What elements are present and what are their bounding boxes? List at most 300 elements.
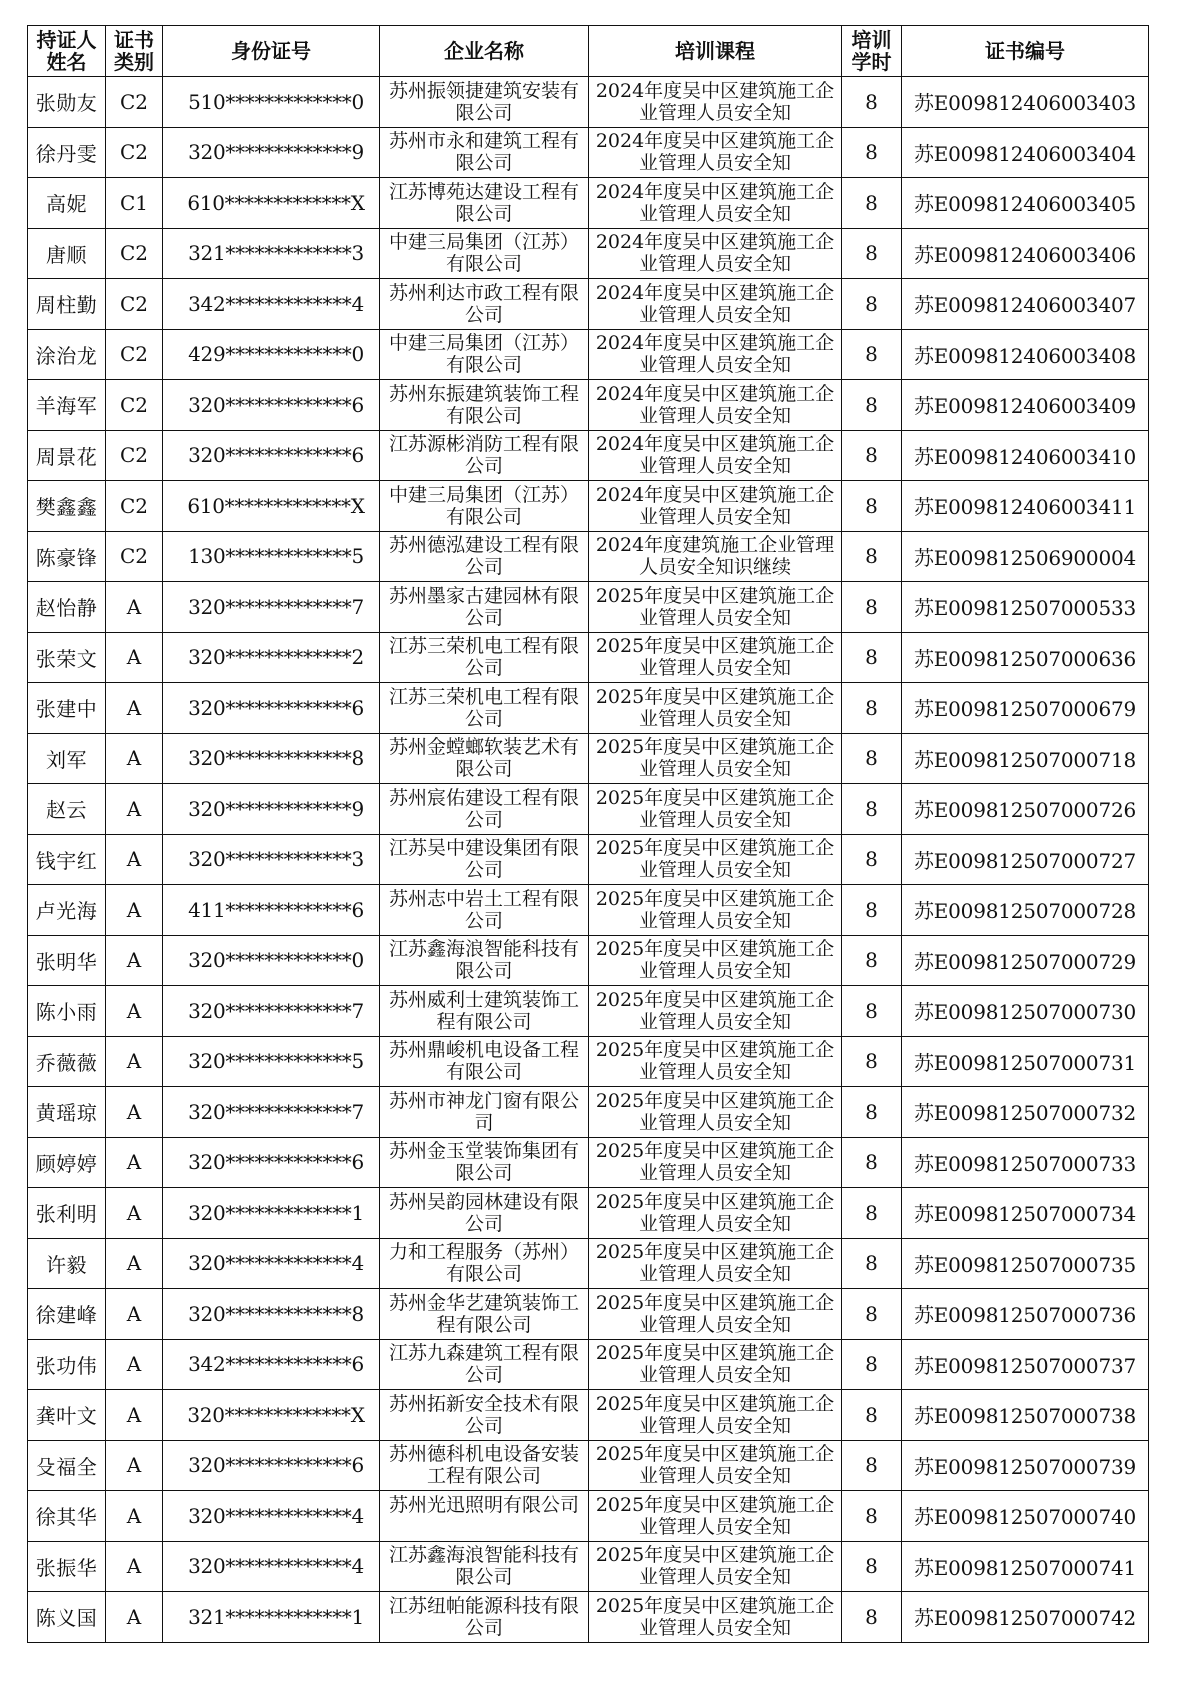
cell-cert-no: 苏E009812507000735 bbox=[902, 1238, 1149, 1289]
cell-company bbox=[380, 77, 589, 128]
cell-company-text: 江苏源彬消防工程有限公司 bbox=[388, 433, 579, 478]
cell-course bbox=[589, 178, 842, 229]
cell-company bbox=[380, 1188, 589, 1239]
cell-hours: 8 bbox=[842, 1339, 902, 1390]
table-row bbox=[28, 885, 1149, 936]
cell-company bbox=[380, 1137, 589, 1188]
cell-name: 涂治龙 bbox=[28, 329, 106, 380]
cell-company-text: 苏州志中岩土工程有限公司 bbox=[388, 887, 579, 932]
cell-hours: 8 bbox=[842, 1137, 902, 1188]
cell-category: A bbox=[106, 784, 163, 835]
cell-course bbox=[589, 1238, 842, 1289]
table-row bbox=[28, 178, 1149, 229]
cell-hours: 8 bbox=[842, 1390, 902, 1441]
cell-course bbox=[589, 834, 842, 885]
cell-hours: 8 bbox=[842, 531, 902, 582]
cell-hours: 8 bbox=[842, 481, 902, 532]
cell-course bbox=[589, 683, 842, 734]
cell-course-text: 2024年度吴中区建筑施工企业管理人员安全知 bbox=[595, 433, 835, 478]
cell-category: A bbox=[106, 683, 163, 734]
cell-id: 411*************6 bbox=[163, 885, 380, 936]
cell-hours: 8 bbox=[842, 1188, 902, 1239]
cell-hours: 8 bbox=[842, 834, 902, 885]
cell-company-text: 力和工程服务（苏州）有限公司 bbox=[388, 1241, 579, 1286]
cell-id: 321*************3 bbox=[163, 228, 380, 279]
header-category: 证书类别 bbox=[106, 26, 163, 77]
table-row bbox=[28, 481, 1149, 532]
cell-course bbox=[589, 329, 842, 380]
cell-course-text: 2024年度建筑施工企业管理人员安全知识继续 bbox=[595, 534, 835, 579]
cell-category: A bbox=[106, 1137, 163, 1188]
cell-name: 卢光海 bbox=[28, 885, 106, 936]
cell-category: A bbox=[106, 1036, 163, 1087]
cell-course-text: 2025年度吴中区建筑施工企业管理人员安全知 bbox=[595, 635, 835, 680]
cell-hours: 8 bbox=[842, 683, 902, 734]
cell-category: A bbox=[106, 1289, 163, 1340]
cell-cert-no: 苏E009812506900004 bbox=[902, 531, 1149, 582]
cell-course-text: 2025年度吴中区建筑施工企业管理人员安全知 bbox=[595, 938, 835, 983]
cell-company bbox=[380, 1238, 589, 1289]
cell-course bbox=[589, 77, 842, 128]
cell-id: 320*************2 bbox=[163, 632, 380, 683]
cell-cert-no: 苏E009812507000718 bbox=[902, 733, 1149, 784]
cell-cert-no: 苏E009812507000732 bbox=[902, 1087, 1149, 1138]
cell-course bbox=[589, 430, 842, 481]
cell-company bbox=[380, 531, 589, 582]
cell-company bbox=[380, 1440, 589, 1491]
cell-company bbox=[380, 430, 589, 481]
table-row bbox=[28, 77, 1149, 128]
cell-course-text: 2025年度吴中区建筑施工企业管理人员安全知 bbox=[595, 1342, 835, 1387]
cell-cert-no: 苏E009812406003405 bbox=[902, 178, 1149, 229]
cell-course bbox=[589, 1137, 842, 1188]
cell-name: 赵怡静 bbox=[28, 582, 106, 633]
cell-hours: 8 bbox=[842, 986, 902, 1037]
cell-company-text: 苏州利达市政工程有限公司 bbox=[388, 281, 579, 326]
cell-company-text: 江苏鑫海浪智能科技有限公司 bbox=[388, 938, 579, 983]
cell-id: 320*************8 bbox=[163, 1289, 380, 1340]
cell-company bbox=[380, 380, 589, 431]
cell-company bbox=[380, 1541, 589, 1592]
cell-company-text: 江苏三荣机电工程有限公司 bbox=[388, 635, 579, 680]
cell-cert-no: 苏E009812507000731 bbox=[902, 1036, 1149, 1087]
cell-name: 许毅 bbox=[28, 1238, 106, 1289]
table-row bbox=[28, 1238, 1149, 1289]
cell-course-text: 2024年度吴中区建筑施工企业管理人员安全知 bbox=[595, 180, 835, 225]
cell-company-text: 江苏鑫海浪智能科技有限公司 bbox=[388, 1544, 579, 1589]
cell-cert-no: 苏E009812406003407 bbox=[902, 279, 1149, 330]
cell-company bbox=[380, 329, 589, 380]
cell-course bbox=[589, 935, 842, 986]
cell-cert-no: 苏E009812507000740 bbox=[902, 1491, 1149, 1542]
cell-course bbox=[589, 279, 842, 330]
table-row bbox=[28, 1339, 1149, 1390]
cell-company-text: 江苏纽帕能源科技有限公司 bbox=[388, 1594, 579, 1639]
table-row bbox=[28, 1440, 1149, 1491]
cell-course-text: 2025年度吴中区建筑施工企业管理人员安全知 bbox=[595, 736, 835, 781]
table-row bbox=[28, 1289, 1149, 1340]
cell-name: 张利明 bbox=[28, 1188, 106, 1239]
cell-company-text: 苏州市永和建筑工程有限公司 bbox=[388, 130, 579, 175]
cell-course bbox=[589, 1289, 842, 1340]
cell-cert-no: 苏E009812507000742 bbox=[902, 1592, 1149, 1643]
cell-cert-no: 苏E009812507000727 bbox=[902, 834, 1149, 885]
cell-name: 钱宇红 bbox=[28, 834, 106, 885]
cell-id: 510*************0 bbox=[163, 77, 380, 128]
cell-name: 羊海军 bbox=[28, 380, 106, 431]
cell-course bbox=[589, 1592, 842, 1643]
cell-course bbox=[589, 632, 842, 683]
cell-name: 张建中 bbox=[28, 683, 106, 734]
cell-company bbox=[380, 935, 589, 986]
cell-cert-no: 苏E009812406003408 bbox=[902, 329, 1149, 380]
table-row bbox=[28, 279, 1149, 330]
table-row bbox=[28, 683, 1149, 734]
table-row bbox=[28, 834, 1149, 885]
cell-course bbox=[589, 1390, 842, 1441]
cell-name: 徐其华 bbox=[28, 1491, 106, 1542]
cell-name: 张明华 bbox=[28, 935, 106, 986]
cell-company-text: 苏州鼎峻机电设备工程有限公司 bbox=[388, 1039, 579, 1084]
cell-course-text: 2024年度吴中区建筑施工企业管理人员安全知 bbox=[595, 483, 835, 528]
cell-company bbox=[380, 582, 589, 633]
cell-category: A bbox=[106, 1339, 163, 1390]
cell-name: 龚叶文 bbox=[28, 1390, 106, 1441]
cell-hours: 8 bbox=[842, 1440, 902, 1491]
header-company: 企业名称 bbox=[380, 26, 589, 77]
cell-category: A bbox=[106, 1390, 163, 1441]
cell-id: 320*************4 bbox=[163, 1541, 380, 1592]
cell-course bbox=[589, 1188, 842, 1239]
cell-category: A bbox=[106, 1592, 163, 1643]
cell-hours: 8 bbox=[842, 1238, 902, 1289]
cell-cert-no: 苏E009812406003404 bbox=[902, 127, 1149, 178]
cell-cert-no: 苏E009812406003411 bbox=[902, 481, 1149, 532]
cell-id: 320*************6 bbox=[163, 1137, 380, 1188]
cell-cert-no: 苏E009812406003406 bbox=[902, 228, 1149, 279]
cell-category: A bbox=[106, 1238, 163, 1289]
cell-name: 殳福全 bbox=[28, 1440, 106, 1491]
cell-company-text: 苏州拓新安全技术有限公司 bbox=[388, 1392, 579, 1437]
cell-company-text: 中建三局集团（江苏）有限公司 bbox=[388, 231, 579, 276]
cell-course-text: 2024年度吴中区建筑施工企业管理人员安全知 bbox=[595, 382, 835, 427]
cell-hours: 8 bbox=[842, 935, 902, 986]
cell-company-text: 苏州振领捷建筑安装有限公司 bbox=[388, 79, 579, 124]
cell-cert-no: 苏E009812507000728 bbox=[902, 885, 1149, 936]
cell-company bbox=[380, 834, 589, 885]
cell-company-text: 苏州墨家古建园林有限公司 bbox=[388, 584, 579, 629]
cell-name: 顾婷婷 bbox=[28, 1137, 106, 1188]
table-row bbox=[28, 1592, 1149, 1643]
table-row bbox=[28, 784, 1149, 835]
cell-course bbox=[589, 1440, 842, 1491]
cell-category: C2 bbox=[106, 531, 163, 582]
cell-cert-no: 苏E009812406003403 bbox=[902, 77, 1149, 128]
cell-name: 张勋友 bbox=[28, 77, 106, 128]
cell-name: 张振华 bbox=[28, 1541, 106, 1592]
cell-category: A bbox=[106, 1087, 163, 1138]
cell-id: 320*************6 bbox=[163, 683, 380, 734]
cell-hours: 8 bbox=[842, 1541, 902, 1592]
cell-hours: 8 bbox=[842, 632, 902, 683]
cell-course-text: 2025年度吴中区建筑施工企业管理人员安全知 bbox=[595, 1140, 835, 1185]
cell-course-text: 2025年度吴中区建筑施工企业管理人员安全知 bbox=[595, 1544, 835, 1589]
cell-category: C2 bbox=[106, 228, 163, 279]
cell-category: A bbox=[106, 935, 163, 986]
cell-company bbox=[380, 1036, 589, 1087]
cell-id: 320*************9 bbox=[163, 784, 380, 835]
cell-course bbox=[589, 127, 842, 178]
cell-course-text: 2025年度吴中区建筑施工企业管理人员安全知 bbox=[595, 887, 835, 932]
table-row bbox=[28, 1541, 1149, 1592]
cell-company bbox=[380, 178, 589, 229]
table-row bbox=[28, 935, 1149, 986]
cell-company bbox=[380, 1289, 589, 1340]
cell-id: 342*************4 bbox=[163, 279, 380, 330]
cell-category: C2 bbox=[106, 481, 163, 532]
table-row bbox=[28, 380, 1149, 431]
cell-course bbox=[589, 228, 842, 279]
cell-category: A bbox=[106, 632, 163, 683]
cell-course-text: 2024年度吴中区建筑施工企业管理人员安全知 bbox=[595, 332, 835, 377]
cell-course bbox=[589, 885, 842, 936]
cell-cert-no: 苏E009812507000738 bbox=[902, 1390, 1149, 1441]
cell-id: 610*************X bbox=[163, 481, 380, 532]
table-row bbox=[28, 228, 1149, 279]
cell-course-text: 2025年度吴中区建筑施工企业管理人员安全知 bbox=[595, 1039, 835, 1084]
cell-category: A bbox=[106, 733, 163, 784]
cell-course-text: 2025年度吴中区建筑施工企业管理人员安全知 bbox=[595, 1443, 835, 1488]
cell-company bbox=[380, 1390, 589, 1441]
cell-category: A bbox=[106, 582, 163, 633]
cell-company-text: 苏州德科机电设备安装工程有限公司 bbox=[388, 1443, 579, 1488]
cell-cert-no: 苏E009812507000679 bbox=[902, 683, 1149, 734]
cell-course bbox=[589, 1087, 842, 1138]
cell-category: C2 bbox=[106, 430, 163, 481]
cell-name: 樊鑫鑫 bbox=[28, 481, 106, 532]
cell-name: 张功伟 bbox=[28, 1339, 106, 1390]
cell-hours: 8 bbox=[842, 582, 902, 633]
cell-company-text: 苏州金螳螂软装艺术有限公司 bbox=[388, 736, 579, 781]
cell-company-text: 中建三局集团（江苏）有限公司 bbox=[388, 483, 579, 528]
cell-cert-no: 苏E009812406003409 bbox=[902, 380, 1149, 431]
header-course: 培训课程 bbox=[589, 26, 842, 77]
cell-company bbox=[380, 228, 589, 279]
cell-name: 赵云 bbox=[28, 784, 106, 835]
cell-course bbox=[589, 481, 842, 532]
table-row bbox=[28, 1188, 1149, 1239]
cell-company-text: 苏州金玉堂装饰集团有限公司 bbox=[388, 1140, 579, 1185]
cell-company-text: 江苏博苑达建设工程有限公司 bbox=[388, 180, 579, 225]
cell-id: 320*************0 bbox=[163, 935, 380, 986]
cell-hours: 8 bbox=[842, 430, 902, 481]
cell-cert-no: 苏E009812507000741 bbox=[902, 1541, 1149, 1592]
cell-course-text: 2025年度吴中区建筑施工企业管理人员安全知 bbox=[595, 786, 835, 831]
cell-category: A bbox=[106, 834, 163, 885]
cell-course-text: 2024年度吴中区建筑施工企业管理人员安全知 bbox=[595, 79, 835, 124]
cell-course bbox=[589, 733, 842, 784]
cell-id: 429*************0 bbox=[163, 329, 380, 380]
table-row bbox=[28, 329, 1149, 380]
header-row bbox=[28, 26, 1149, 77]
cell-id: 320*************8 bbox=[163, 733, 380, 784]
cell-category: A bbox=[106, 1541, 163, 1592]
cell-company-text: 苏州东振建筑装饰工程有限公司 bbox=[388, 382, 579, 427]
cell-id: 320*************6 bbox=[163, 430, 380, 481]
cell-category: C2 bbox=[106, 77, 163, 128]
cell-course-text: 2025年度吴中区建筑施工企业管理人员安全知 bbox=[595, 1493, 835, 1538]
cell-name: 陈义国 bbox=[28, 1592, 106, 1643]
table-row bbox=[28, 1491, 1149, 1542]
cell-company bbox=[380, 1491, 589, 1542]
header-id: 身份证号 bbox=[163, 26, 380, 77]
table-row bbox=[28, 1087, 1149, 1138]
cell-cert-no: 苏E009812507000533 bbox=[902, 582, 1149, 633]
cell-id: 320*************6 bbox=[163, 1440, 380, 1491]
cell-name: 张荣文 bbox=[28, 632, 106, 683]
cell-company-text: 苏州金华艺建筑装饰工程有限公司 bbox=[388, 1291, 579, 1336]
table-row bbox=[28, 582, 1149, 633]
cell-course bbox=[589, 380, 842, 431]
table-row bbox=[28, 430, 1149, 481]
cell-name: 高妮 bbox=[28, 178, 106, 229]
cell-company bbox=[380, 733, 589, 784]
cell-cert-no: 苏E009812406003410 bbox=[902, 430, 1149, 481]
cell-company-text: 苏州市神龙门窗有限公司 bbox=[388, 1089, 579, 1134]
cell-hours: 8 bbox=[842, 77, 902, 128]
cell-company-text: 江苏吴中建设集团有限公司 bbox=[388, 837, 579, 882]
cell-id: 610*************X bbox=[163, 178, 380, 229]
cell-category: A bbox=[106, 1440, 163, 1491]
cell-company bbox=[380, 1339, 589, 1390]
cell-name: 徐建峰 bbox=[28, 1289, 106, 1340]
cell-id: 320*************4 bbox=[163, 1491, 380, 1542]
cell-hours: 8 bbox=[842, 178, 902, 229]
cell-course-text: 2025年度吴中区建筑施工企业管理人员安全知 bbox=[595, 685, 835, 730]
cell-company bbox=[380, 784, 589, 835]
table-row bbox=[28, 127, 1149, 178]
cell-course-text: 2025年度吴中区建筑施工企业管理人员安全知 bbox=[595, 584, 835, 629]
cell-name: 黄瑶琼 bbox=[28, 1087, 106, 1138]
cell-category: A bbox=[106, 885, 163, 936]
cell-hours: 8 bbox=[842, 1087, 902, 1138]
cell-course-text: 2025年度吴中区建筑施工企业管理人员安全知 bbox=[595, 1392, 835, 1437]
cell-hours: 8 bbox=[842, 1289, 902, 1340]
cell-company-text: 苏州威利士建筑装饰工程有限公司 bbox=[388, 988, 579, 1033]
cell-name: 周景花 bbox=[28, 430, 106, 481]
table-row bbox=[28, 1036, 1149, 1087]
cell-id: 320*************7 bbox=[163, 582, 380, 633]
cell-category: A bbox=[106, 1188, 163, 1239]
header-hours: 培训学时 bbox=[842, 26, 902, 77]
cell-id: 321*************1 bbox=[163, 1592, 380, 1643]
cell-course bbox=[589, 1036, 842, 1087]
cell-company-text: 中建三局集团（江苏）有限公司 bbox=[388, 332, 579, 377]
header-name: 持证人姓名 bbox=[28, 26, 106, 77]
cell-name: 徐丹雯 bbox=[28, 127, 106, 178]
cell-course bbox=[589, 1491, 842, 1542]
cell-course bbox=[589, 582, 842, 633]
cell-id: 320*************4 bbox=[163, 1238, 380, 1289]
cell-id: 320*************X bbox=[163, 1390, 380, 1441]
cell-id: 320*************6 bbox=[163, 380, 380, 431]
cell-company bbox=[380, 127, 589, 178]
cell-hours: 8 bbox=[842, 228, 902, 279]
cell-cert-no: 苏E009812507000734 bbox=[902, 1188, 1149, 1239]
cell-name: 刘军 bbox=[28, 733, 106, 784]
cell-hours: 8 bbox=[842, 1592, 902, 1643]
cell-category: C1 bbox=[106, 178, 163, 229]
cell-hours: 8 bbox=[842, 1036, 902, 1087]
cell-hours: 8 bbox=[842, 885, 902, 936]
cell-hours: 8 bbox=[842, 784, 902, 835]
cell-hours: 8 bbox=[842, 127, 902, 178]
cell-cert-no: 苏E009812507000636 bbox=[902, 632, 1149, 683]
cell-company-text: 苏州吴韵园林建设有限公司 bbox=[388, 1190, 579, 1235]
cell-company bbox=[380, 986, 589, 1037]
cell-id: 130*************5 bbox=[163, 531, 380, 582]
table-row bbox=[28, 632, 1149, 683]
cell-course-text: 2025年度吴中区建筑施工企业管理人员安全知 bbox=[595, 1190, 835, 1235]
cell-hours: 8 bbox=[842, 279, 902, 330]
table-row bbox=[28, 531, 1149, 582]
cell-cert-no: 苏E009812507000726 bbox=[902, 784, 1149, 835]
cell-course-text: 2024年度吴中区建筑施工企业管理人员安全知 bbox=[595, 231, 835, 276]
cell-id: 342*************6 bbox=[163, 1339, 380, 1390]
cell-course bbox=[589, 1339, 842, 1390]
cell-course-text: 2024年度吴中区建筑施工企业管理人员安全知 bbox=[595, 281, 835, 326]
cell-category: A bbox=[106, 1491, 163, 1542]
table-row bbox=[28, 986, 1149, 1037]
cell-id: 320*************9 bbox=[163, 127, 380, 178]
cell-hours: 8 bbox=[842, 380, 902, 431]
cell-cert-no: 苏E009812507000736 bbox=[902, 1289, 1149, 1340]
cell-company-text: 苏州宸佑建设工程有限公司 bbox=[388, 786, 579, 831]
cell-name: 周柱勤 bbox=[28, 279, 106, 330]
cell-cert-no: 苏E009812507000737 bbox=[902, 1339, 1149, 1390]
cell-id: 320*************5 bbox=[163, 1036, 380, 1087]
cell-cert-no: 苏E009812507000739 bbox=[902, 1440, 1149, 1491]
cell-id: 320*************1 bbox=[163, 1188, 380, 1239]
cell-company bbox=[380, 1087, 589, 1138]
cell-category: C2 bbox=[106, 279, 163, 330]
cell-hours: 8 bbox=[842, 733, 902, 784]
cell-id: 320*************7 bbox=[163, 1087, 380, 1138]
table-row bbox=[28, 1390, 1149, 1441]
cell-cert-no: 苏E009812507000733 bbox=[902, 1137, 1149, 1188]
cell-course-text: 2025年度吴中区建筑施工企业管理人员安全知 bbox=[595, 1241, 835, 1286]
cell-company-text: 江苏九森建筑工程有限公司 bbox=[388, 1342, 579, 1387]
cell-company bbox=[380, 481, 589, 532]
cell-category: C2 bbox=[106, 127, 163, 178]
cell-hours: 8 bbox=[842, 329, 902, 380]
table-body bbox=[28, 77, 1149, 1643]
cell-cert-no: 苏E009812507000729 bbox=[902, 935, 1149, 986]
cell-company bbox=[380, 683, 589, 734]
cell-name: 乔薇薇 bbox=[28, 1036, 106, 1087]
table-row bbox=[28, 733, 1149, 784]
cell-hours: 8 bbox=[842, 1491, 902, 1542]
cell-company-text: 苏州光迅照明有限公司 bbox=[388, 1493, 579, 1516]
cell-course bbox=[589, 986, 842, 1037]
cell-company-text: 苏州德泓建设工程有限公司 bbox=[388, 534, 579, 579]
header-cert-no: 证书编号 bbox=[902, 26, 1149, 77]
cell-name: 陈豪锋 bbox=[28, 531, 106, 582]
cell-course-text: 2025年度吴中区建筑施工企业管理人员安全知 bbox=[595, 1291, 835, 1336]
certificate-table bbox=[27, 25, 1149, 1643]
cell-company bbox=[380, 885, 589, 936]
cell-company bbox=[380, 279, 589, 330]
